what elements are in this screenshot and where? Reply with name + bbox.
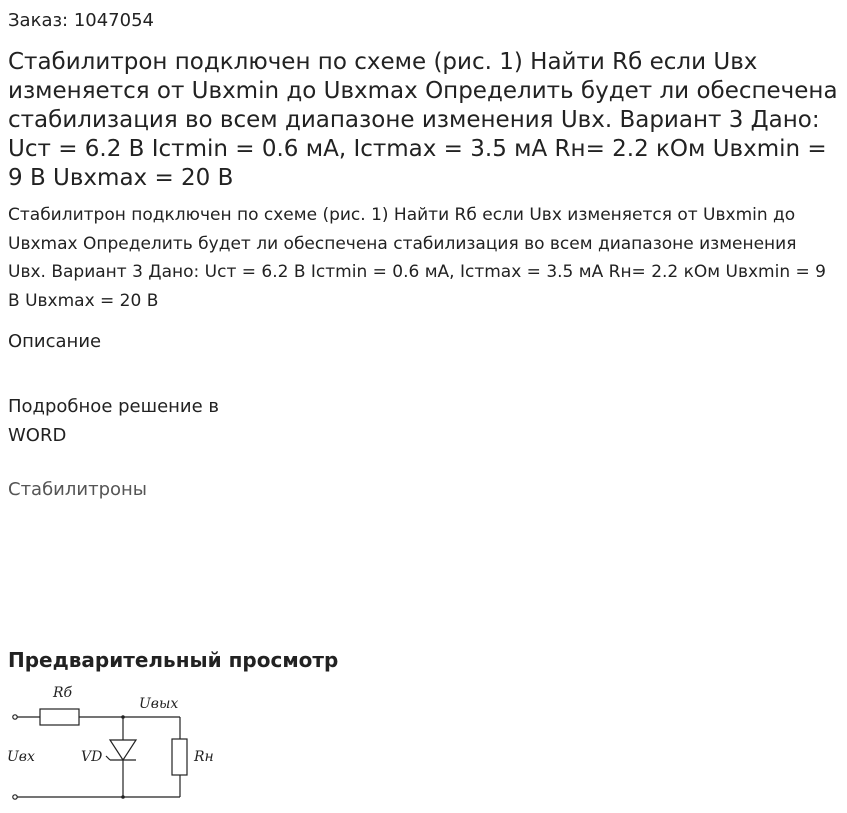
page-title: Стабилитрон подключен по схеме (рис. 1) Найти Rб если Uвх изменяется от Uвхmin до Uвхmax Определить будет ли обеспечена стабилизация во всем диапазоне изменения Uвх. Вариант 3 Дано: Uст = 6.2 В Iстmin = 0.6 мА, Iстmax = 3.5 мА Rн= 2.2 кОм Uвхmin = 9 В Uвхmax = 20 В: [8, 49, 838, 191]
load-resistor: [172, 739, 187, 775]
node-bottom: [121, 795, 125, 799]
input-terminal-bottom: [13, 795, 17, 799]
label-uout: Uвых: [139, 696, 179, 712]
label-rn: Rн: [194, 749, 214, 765]
label-rb: Rб: [53, 685, 73, 701]
zener-diode-triangle: [110, 740, 136, 760]
input-terminal-top: [13, 715, 17, 719]
node-top: [121, 715, 125, 719]
label-vd: VD: [81, 749, 103, 765]
order-number: Заказ: 1047054: [8, 10, 154, 31]
zener-diode-bar-tail: [106, 756, 110, 760]
circuit-schematic-image: [0, 680, 230, 810]
task-description: Стабилитрон подключен по схеме (рис. 1) Найти Rб если Uвх изменяется от Uвхmin до Uвхmax Определить будет ли обеспечена стабилизация во всем диапазоне изменения Uвх. Вариант 3 Дано: Uст = 6.2 В Iстmin = 0.6 мА, Iстmax = 3.5 мА Rн= 2.2 кОм Uвхmin = 9 В Uвхmax = 20 В: [8, 205, 826, 311]
label-uin: Uвх: [7, 749, 35, 765]
description-section-label: Описание: [8, 331, 102, 352]
solution-format-note: Подробное решение в WORD: [8, 396, 220, 446]
category-tag-link[interactable]: Стабилитроны: [8, 479, 147, 500]
ballast-resistor: [40, 709, 79, 725]
preview-heading: Предварительный просмотр: [8, 648, 339, 672]
